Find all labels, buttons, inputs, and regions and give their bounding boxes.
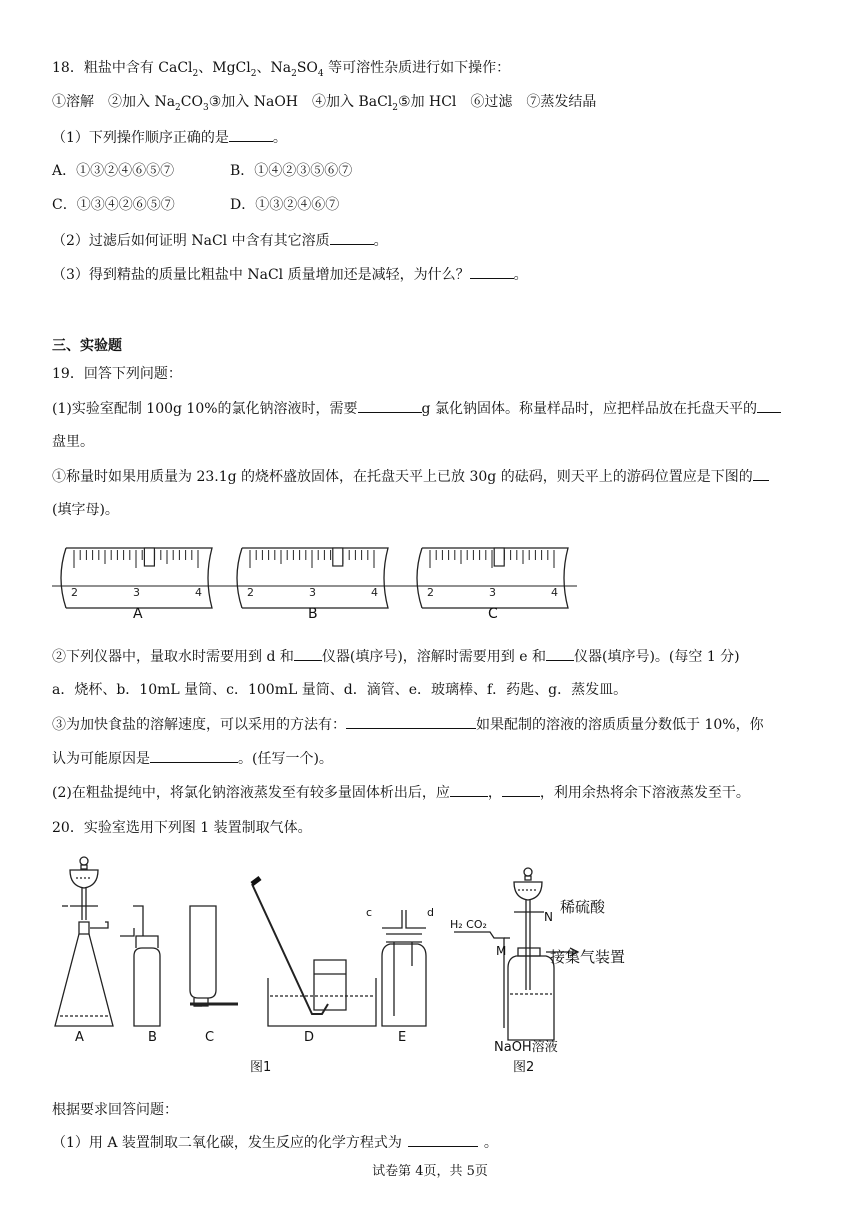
bottle-b-diagram	[120, 906, 160, 1026]
q20-sub1: （1）用 A 装置制取二氧化碳，发生反应的化学方程式为 。	[52, 1132, 498, 1153]
port-d-label: d	[427, 906, 434, 919]
rider	[333, 548, 343, 566]
answer-blank[interactable]	[546, 646, 574, 661]
answer-blank[interactable]	[502, 782, 540, 797]
q20-title: 20．实验室选用下列图 1 装置制取气体。	[52, 820, 312, 836]
ruler-label-a: A	[133, 606, 143, 622]
q19-p2: ①称量时如果用质量为 23.1g 的烧杯盛放固体，在托盘天平上已放 30g 的砝码，则天平上的游码位置应是下图的	[52, 466, 769, 487]
fig1-label-d: D	[304, 1030, 315, 1045]
answer-blank[interactable]	[150, 748, 238, 763]
section-heading: 三、实验题	[52, 338, 122, 354]
fig1-caption: 图1	[250, 1060, 272, 1075]
q19-p3: ②下列仪器中，量取水时需要用到 d 和 仪器(填序号)，溶解时需要用到 e 和 仪器(填序号)。(每空 1 分)	[52, 646, 740, 667]
answer-blank[interactable]	[753, 466, 769, 481]
answer-blank[interactable]	[346, 714, 476, 729]
q19-p6: 认为可能原因是 。(任写一个)。	[52, 748, 333, 769]
rider	[144, 548, 154, 566]
q18-option-a: A．①③②④⑥⑤⑦	[52, 163, 175, 179]
fig2-m-label: M	[496, 944, 507, 958]
ruler-label-c: C	[488, 606, 498, 622]
answer-blank[interactable]	[330, 230, 374, 245]
q20-requirement: 根据要求回答问题：	[52, 1102, 178, 1118]
q18-option-d: D．①③②④⑥⑦	[230, 197, 340, 213]
fig2-acid-label: 稀硫酸	[560, 898, 606, 916]
flask-a-diagram	[55, 857, 113, 1026]
tick-label: 2	[247, 586, 254, 599]
q18-option-b: B．①④②③⑤⑥⑦	[230, 163, 353, 179]
fig1-label-b: B	[148, 1030, 157, 1045]
page-footer: 试卷第 4页，共 5页	[372, 1164, 488, 1179]
answer-blank[interactable]	[358, 398, 422, 413]
answer-blank[interactable]	[294, 646, 322, 661]
trough-d-diagram	[252, 878, 376, 1026]
answer-blank[interactable]	[408, 1132, 478, 1147]
q19-p7: (2)在粗盐提纯中，将氯化钠溶液蒸发至有较多量固体析出后，应 ， ，利用余热将余下溶液蒸发至干。	[52, 782, 750, 803]
tick-label: 4	[371, 586, 378, 599]
answer-blank[interactable]	[450, 782, 488, 797]
fig2-caption: 图2	[513, 1060, 535, 1075]
tick-label: 3	[133, 586, 140, 599]
q18-sub3: （3）得到精盐的质量比粗盐中 NaCl 质量增加还是减轻，为什么？ 。	[52, 264, 528, 285]
q19-p2-cont: (填字母)。	[52, 502, 119, 518]
fig2-naoh-label: NaOH溶液	[494, 1040, 558, 1055]
q19-p1: (1)实验室配制 100g 10%的氯化钠溶液时，需要 g 氯化钠固体。称量样品时，应把样品放在托盘天平的	[52, 398, 781, 419]
fig1-label-a: A	[75, 1030, 84, 1045]
q18-operations: ①溶解 ②加入 $Na_2CO_3③$加入 NaOH ④加入 BaCl$_2$⑤加 HCl ⑥过滤 ⑦蒸发结晶	[52, 94, 597, 113]
q19-title: 19．回答下列问题：	[52, 366, 182, 382]
answer-blank[interactable]	[757, 398, 781, 413]
tick-label: 2	[427, 586, 434, 599]
fig1-label-c: C	[205, 1030, 215, 1045]
q18-title: 18．粗盐中含有 CaCl$_2$、MgCl$_2$、$Na_2SO_4$ 等可溶性杂质进行如下操作：	[52, 60, 511, 79]
tick-label: 4	[195, 586, 202, 599]
q19-instruments: a．烧杯、b．10mL 量筒、c．100mL 量筒、d．滴管、e．玻璃棒、f．药匙、g．蒸发皿。	[52, 682, 628, 698]
tick-label: 3	[309, 586, 316, 599]
bottle-e-diagram	[382, 910, 426, 1026]
tick-label: 2	[71, 586, 78, 599]
fig2-gas-label: H₂ CO₂	[450, 918, 487, 931]
rider-rulers-figure	[52, 540, 592, 616]
tick-label: 4	[551, 586, 558, 599]
q18-sub2: （2）过滤后如何证明 NaCl 中含有其它溶质 。	[52, 230, 388, 251]
tick-label: 3	[489, 586, 496, 599]
fig1-label-e: E	[398, 1030, 407, 1045]
port-c-label: c	[366, 906, 373, 919]
q18-sub1: （1）下列操作顺序正确的是 。	[52, 127, 287, 148]
q18-option-c: C．①③④②⑥⑤⑦	[52, 197, 175, 213]
answer-blank[interactable]	[229, 127, 273, 142]
ruler-label-b: B	[308, 606, 318, 622]
rider	[494, 548, 504, 566]
q19-p1-cont: 盘里。	[52, 434, 94, 450]
fig2-outlet-label: 接集气装置	[550, 948, 626, 966]
fig2-n-label: N	[544, 910, 553, 924]
q19-p5: ③为加快食盐的溶解速度，可以采用的方法有： 如果配制的溶液的溶质质量分数低于 10%，你	[52, 714, 764, 735]
bottle-c-diagram	[190, 906, 238, 1006]
answer-blank[interactable]	[470, 264, 514, 279]
